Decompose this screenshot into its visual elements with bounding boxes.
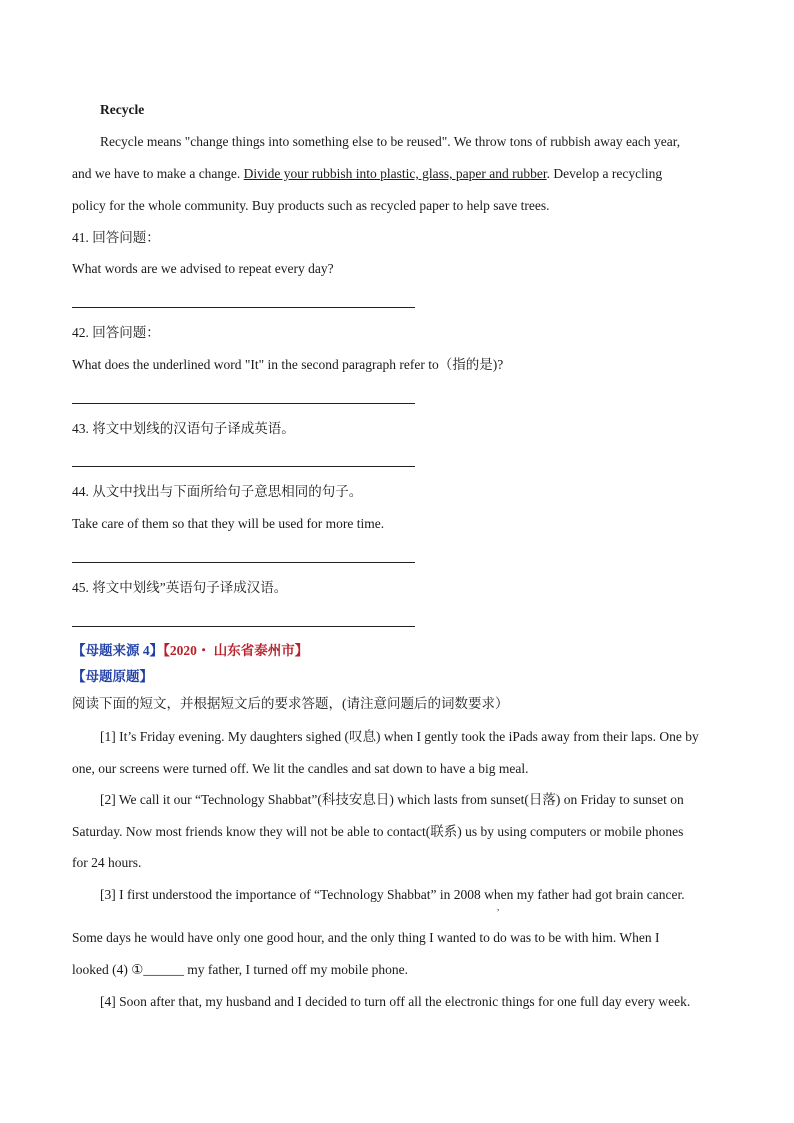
story-line: Saturday. Now most friends know they will not be able to contact(联系) us by using computers or mobile phones xyxy=(72,824,684,839)
answer-line-43[interactable] xyxy=(72,466,415,467)
source-tag xyxy=(72,642,308,660)
question-45-label: 45. 将文中划线”英语句子译成汉语。 xyxy=(72,580,288,595)
stray-mark: , xyxy=(497,902,500,912)
passage-line: policy for the whole community. Buy products such as recycled paper to help save trees. xyxy=(72,198,550,213)
answer-line-42[interactable] xyxy=(72,403,415,404)
passage-line: Recycle means "change things into something else to be reused". We throw tons of rubbish away each year, xyxy=(100,134,681,149)
source-tag-label: 【母题来源 4】 xyxy=(72,643,164,658)
instruction-text: 阅读下面的短文，并根据短文后的要求答题，(请注意问题后的词数要求） xyxy=(72,696,509,711)
question-42-label: 42. 回答问题： xyxy=(72,325,160,340)
story-line: Some days he would have only one good hour, and the only thing I wanted to do was to be with him. When I xyxy=(72,930,660,945)
answer-line-44[interactable] xyxy=(72,562,415,563)
story-line: [1] It’s Friday evening. My daughters sighed (叹息) when I gently took the iPads away from their laps. One by xyxy=(100,729,699,744)
passage-line xyxy=(72,165,662,183)
passage-title: Recycle xyxy=(100,102,145,117)
original-question-tag: 【母题原题】 xyxy=(72,669,153,684)
passage-text: and we have to make a change. xyxy=(72,166,244,181)
story-line: [2] We call it our “Technology Shabbat”(科技安息日) which lasts from sunset(日落) on Friday to sunset on xyxy=(100,792,684,807)
passage-text: . Develop a recycling xyxy=(546,166,663,181)
underlined-sentence: Divide your rubbish into plastic, glass, paper and rubber xyxy=(243,166,547,181)
question-44-label: 44. 从文中找出与下面所给句子意思相同的句子。 xyxy=(72,484,363,499)
question-41-label: 41. 回答问题： xyxy=(72,230,160,245)
question-42-text: What does the underlined word "It" in the second paragraph refer to（指的是)? xyxy=(72,357,504,372)
question-44-text: Take care of them so that they will be used for more time. xyxy=(72,516,385,531)
question-43-label: 43. 将文中划线的汉语句子译成英语。 xyxy=(72,421,295,436)
answer-line-45[interactable] xyxy=(72,626,415,627)
story-line-with-blank: looked (4) ①______ my father, I turned off my mobile phone. xyxy=(72,962,408,977)
answer-line-41[interactable] xyxy=(72,307,415,308)
story-line: [3] I first understood the importance of “Technology Shabbat” in 2008 when my father had got brain cancer. xyxy=(100,887,685,902)
story-line: for 24 hours. xyxy=(72,855,142,870)
story-line: [4] Soon after that, my husband and I decided to turn off all the electronic things for one full day every week. xyxy=(100,994,691,1009)
story-line: one, our screens were turned off. We lit the candles and sat down to have a big meal. xyxy=(72,761,529,776)
source-tag-year: 【2020・ 山东省泰州市】 xyxy=(163,643,309,658)
question-41-text: What words are we advised to repeat every day? xyxy=(72,261,334,276)
